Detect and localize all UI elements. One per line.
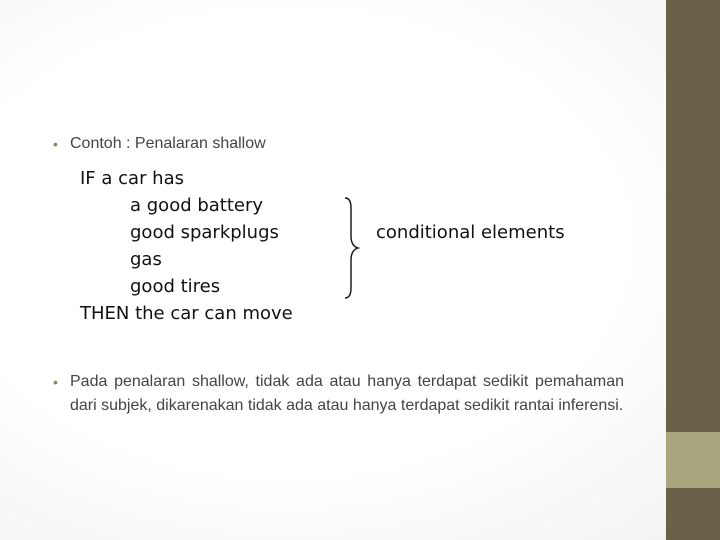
conditional-elements-label: conditional elements xyxy=(376,222,565,243)
side-decoration-accent xyxy=(666,432,720,488)
bullet-text: Contoh : Penalaran shallow xyxy=(70,135,266,152)
bullet-dot: • xyxy=(53,136,58,152)
bullet-dot: • xyxy=(53,374,58,390)
bullet-text: Pada penalaran shallow, tidak ada atau hanya terdapat sedikit pemahaman dari subjek, dikarenakan tidak ada atau hanya terdapat sedikit rantai inferensi. xyxy=(70,373,624,414)
condition-sparkplugs: good sparkplugs xyxy=(130,222,279,243)
condition-tires: good tires xyxy=(130,276,221,297)
condition-battery: a good battery xyxy=(130,195,264,216)
side-decoration-bar xyxy=(666,0,720,540)
bullet-item-explanation xyxy=(53,370,624,418)
curly-brace xyxy=(342,196,362,300)
rule-example-image xyxy=(72,166,582,322)
if-line: IF a car has xyxy=(80,168,185,189)
then-line: THEN the car can move xyxy=(80,303,293,324)
condition-gas: gas xyxy=(130,249,162,270)
